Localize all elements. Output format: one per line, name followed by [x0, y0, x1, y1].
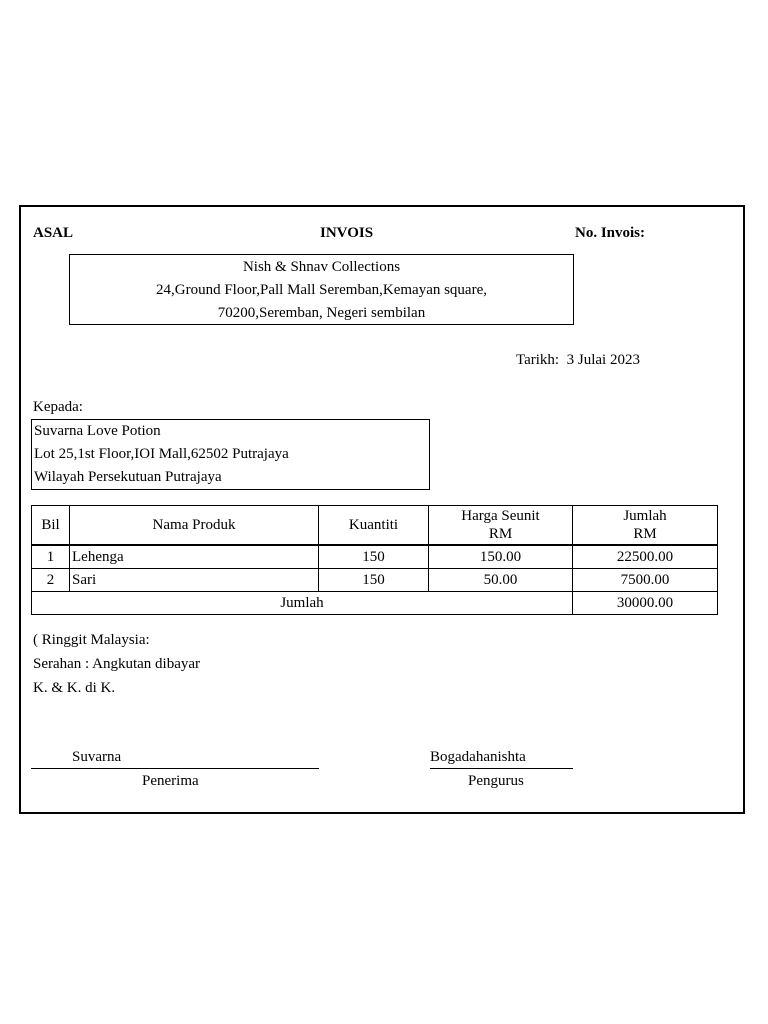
total-label: Jumlah	[32, 592, 573, 615]
manager-role: Pengurus	[468, 773, 524, 789]
header-unit-price-line1: Harga Seunit	[461, 508, 540, 524]
date-field	[516, 352, 640, 369]
sender-address-line1: 24,Ground Floor,Pall Mall Seremban,Kemayan square,	[156, 282, 487, 298]
table-row	[32, 569, 718, 592]
note-terms: K. & K. di K.	[33, 680, 116, 696]
recipient-box	[31, 419, 430, 490]
row-unit-price: 50.00	[429, 569, 573, 592]
header-amount-line1: Jumlah	[623, 508, 667, 524]
receiver-role: Penerima	[142, 773, 199, 789]
recipient-label: Kepada:	[33, 399, 83, 415]
sender-box	[69, 254, 574, 325]
asal-label: ASAL	[33, 225, 74, 241]
row-unit-price: 150.00	[429, 545, 573, 569]
header-qty: Kuantiti	[319, 506, 429, 546]
row-product: Sari	[70, 569, 319, 592]
date-label: Tarikh:	[516, 352, 560, 368]
recipient-name: Suvarna Love Potion	[34, 423, 161, 439]
invoice-no-label: No. Invois:	[575, 225, 646, 241]
manager-signature-line	[430, 768, 573, 769]
sender-name: Nish & Shnav Collections	[242, 259, 401, 275]
receiver-signature-line	[31, 768, 319, 769]
note-delivery: Serahan : Angkutan dibayar	[33, 656, 201, 672]
header-bil: Bil	[32, 506, 70, 546]
total-value: 30000.00	[573, 592, 718, 615]
receiver-name: Suvarna	[72, 749, 122, 765]
header-product: Nama Produk	[70, 506, 319, 546]
row-amount: 22500.00	[573, 545, 718, 569]
header-amount-line2: RM	[633, 526, 657, 542]
row-bil: 1	[32, 545, 70, 569]
row-amount: 7500.00	[573, 569, 718, 592]
row-product: Lehenga	[70, 545, 319, 569]
note-currency: ( Ringgit Malaysia:	[33, 632, 150, 648]
manager-name: Bogadahanishta	[430, 749, 526, 765]
row-qty: 150	[319, 569, 429, 592]
sender-address-line2: 70200,Seremban, Negeri sembilan	[217, 305, 426, 321]
row-bil: 2	[32, 569, 70, 592]
recipient-address-line2: Wilayah Persekutuan Putrajaya	[34, 469, 222, 485]
header-amount	[573, 506, 718, 546]
table-header-row	[32, 506, 718, 546]
header-unit-price-line2: RM	[488, 526, 513, 542]
total-row	[32, 592, 718, 615]
items-table	[31, 505, 718, 615]
date-value: 3 Julai 2023	[566, 352, 640, 368]
header-unit-price	[429, 506, 573, 546]
row-qty: 150	[319, 545, 429, 569]
table-row	[32, 545, 718, 569]
recipient-address-line1: Lot 25,1st Floor,IOI Mall,62502 Putrajaya	[34, 446, 289, 462]
invoice-title: INVOIS	[320, 225, 374, 241]
